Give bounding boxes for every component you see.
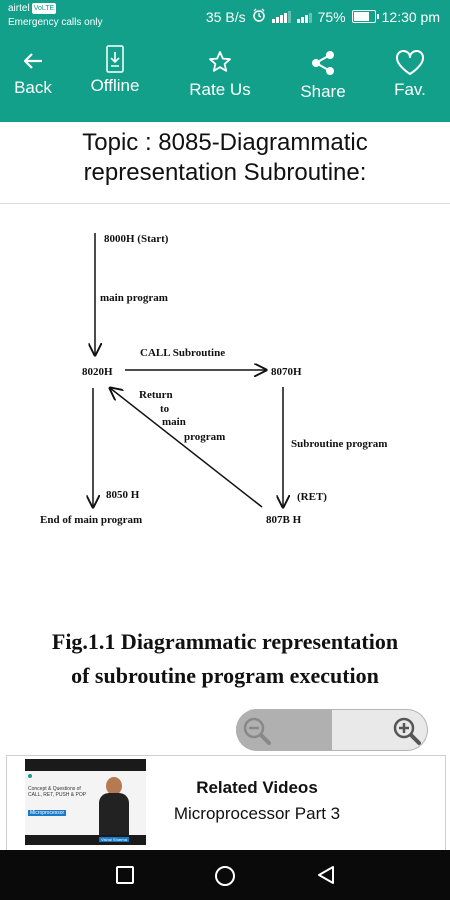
zoom-in-icon[interactable]	[392, 716, 422, 746]
emergency-text: Emergency calls only	[8, 17, 103, 28]
favourite-button[interactable]	[388, 36, 432, 122]
label-main-program: main program	[100, 292, 168, 304]
share-button[interactable]	[296, 36, 350, 122]
signal-icon	[272, 11, 291, 23]
related-videos-title: Related Videos	[196, 778, 318, 797]
presenter-image	[97, 777, 131, 835]
offline-label: Offline	[90, 76, 140, 95]
topic-line-1: Topic : 8085-Diagrammatic	[82, 129, 368, 156]
network-speed: 35 B/s	[205, 8, 246, 25]
figure-caption	[0, 625, 450, 693]
alarm-icon	[252, 8, 266, 25]
status-right	[206, 8, 440, 25]
zoom-out-icon[interactable]	[242, 716, 272, 746]
label-start: 8000H (Start)	[104, 233, 169, 245]
offline-button[interactable]	[86, 36, 144, 122]
related-video-name[interactable]: Microprocessor Part 3	[173, 804, 341, 823]
label-807bh: 807B H	[266, 514, 302, 526]
label-subroutine-program: Subroutine program	[291, 438, 388, 450]
video-thumbnail[interactable]	[25, 759, 146, 845]
channel-logo-icon	[28, 774, 32, 778]
label-return-1: Return	[139, 389, 173, 401]
signal-icon-2	[297, 11, 312, 23]
thumbnail-slide	[25, 771, 146, 842]
subroutine-diagram	[0, 205, 450, 550]
star-icon	[208, 50, 232, 74]
rate-us-label: Rate Us	[189, 80, 251, 99]
favourite-label: Fav.	[394, 80, 426, 99]
share-icon	[310, 50, 336, 76]
app-toolbar	[0, 36, 450, 122]
back-label: Back	[14, 78, 52, 97]
caption-line-2: of subroutine program execution	[71, 663, 379, 688]
related-videos-card[interactable]	[6, 755, 446, 851]
share-label: Share	[300, 82, 346, 101]
clock: 12:30 pm	[381, 8, 440, 25]
offline-download-icon	[106, 45, 124, 73]
topic-heading	[0, 122, 450, 204]
rate-us-button[interactable]	[187, 36, 253, 122]
recents-square-icon[interactable]	[115, 865, 135, 885]
back-arrow-icon	[22, 50, 44, 72]
back-button[interactable]	[12, 36, 54, 122]
heart-icon	[395, 50, 425, 76]
label-end-main: End of main program	[40, 514, 143, 526]
thumbnail-badge: Microprocessor	[30, 810, 65, 816]
label-call: CALL Subroutine	[140, 347, 226, 359]
back-triangle-icon[interactable]	[316, 865, 336, 885]
carrier-name: airtel VoLTE	[8, 3, 55, 14]
label-8050h: 8050 H	[106, 489, 140, 501]
label-ret: (RET)	[297, 491, 327, 503]
topic-line-2: representation Subroutine:	[83, 159, 367, 186]
battery-percent: 75%	[317, 8, 346, 25]
thumbnail-tag: Vishal Sharma	[101, 837, 127, 842]
battery-icon	[352, 10, 376, 23]
label-return-4: program	[184, 431, 226, 443]
label-8020h: 8020H	[82, 366, 113, 378]
zoom-control	[236, 709, 428, 751]
label-return-3: main	[162, 416, 186, 428]
home-circle-icon[interactable]	[214, 865, 236, 887]
label-return-2: to	[160, 403, 170, 415]
label-8070h: 8070H	[271, 366, 302, 378]
volte-badge: VoLTE	[33, 5, 55, 12]
thumbnail-title: Concept & Questions of CALL, RET, PUSH & POP	[28, 786, 87, 798]
system-nav-bar	[0, 850, 450, 900]
caption-line-1: Fig.1.1 Diagrammatic representation	[51, 629, 399, 654]
status-bar	[0, 0, 450, 36]
